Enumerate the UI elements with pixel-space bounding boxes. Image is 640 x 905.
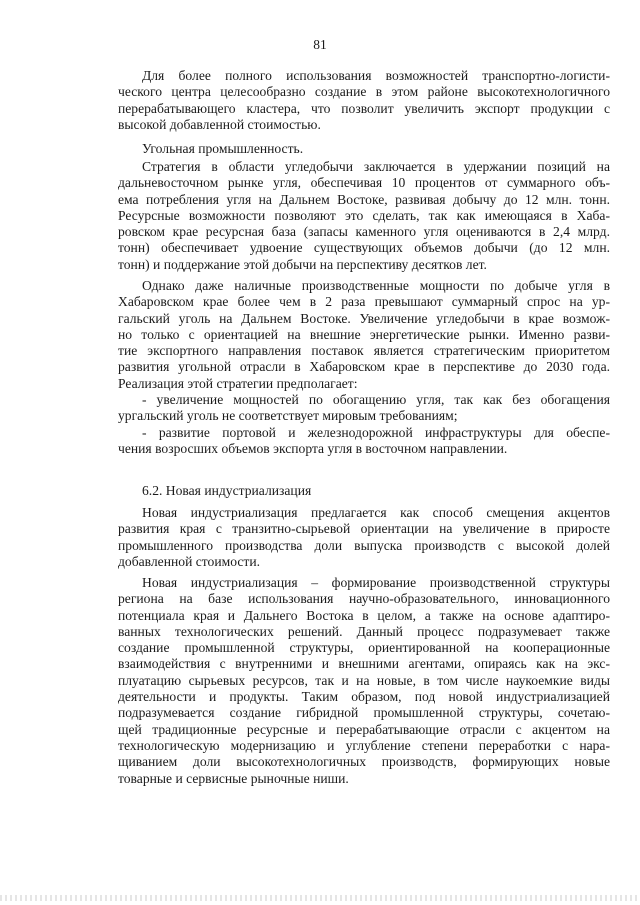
- text-line: потенциала края и Дальнего Востока в целом, а также на основе адаптиро-: [118, 607, 610, 623]
- text-line: щей традиционные ресурсные и перерабатывающие отрасли с акцентом на: [118, 721, 610, 737]
- paragraph-coal-industry-title: [118, 141, 610, 157]
- text-line: Для более полного использования возможностей транспортно-логисти-: [142, 68, 610, 83]
- text-line: взаимодействия с внутренними и внешними агентами, опираясь как на экс-: [118, 656, 610, 672]
- text-line: перерабатывающего кластера, что позволит увеличить экспорт продукции с: [118, 100, 610, 116]
- paragraph-new-industrialization-intro: [118, 505, 610, 570]
- text-line: деятельности и продукты. Таким образом, под новой индустриализацией: [118, 689, 610, 705]
- text-line: ровском крае ресурсная база (запасы каменного угля оцениваются в 2,4 млрд.: [118, 224, 610, 240]
- text-line: щиванием доли высокотехнологичных производств, формирующих новые: [118, 754, 610, 770]
- text-line: дальневосточном рынке угля, обеспечивая 10 процентов от суммарного объ-: [118, 175, 610, 191]
- text-line: технологическую модернизацию и углубление степени переработки с нара-: [118, 737, 610, 753]
- text-line: ческого центра целесообразно создание в этом районе высокотехнологичного: [118, 84, 610, 100]
- text-line: подразумевается создание гибридной промышленной структуры, сочетаю-: [118, 705, 610, 721]
- text-line: развития края с транзитно-сырьевой ориентации на увеличение в приросте: [118, 521, 610, 537]
- text-line: - развитие портовой и железнодорожной инфраструктуры для обеспе-: [142, 424, 610, 440]
- text-line: развития угольной отрасли в Хабаровском крае в перспективе до 2030 года.: [118, 359, 610, 375]
- text-line: Однако даже наличные производственные мощности по добыче угля в: [142, 278, 610, 293]
- paragraph-coal-export: [118, 278, 610, 457]
- paragraph-coal-strategy: [118, 159, 610, 273]
- text-line: Угольная промышленность.: [142, 141, 304, 156]
- text-line: - увеличение мощностей по обогащению угля, так как без обогащения: [142, 392, 610, 408]
- text-line: ургальский уголь не соответствует мировым требованиям;: [118, 408, 458, 424]
- text-line: Хабаровском крае более чем в 2 раза превышают суммарный спрос на ур-: [118, 294, 610, 310]
- text-line: но только с ориентацией на внешние энергетические рынки. Именно разви-: [118, 326, 610, 342]
- text-line: ванных технологических решений. Данный процесс подразумевает также: [118, 623, 610, 639]
- text-line: добавленной стоимости.: [118, 553, 260, 569]
- text-line: тонн) и поддержание этой добычи на перспективу десятков лет.: [118, 256, 487, 272]
- text-line: товарные и сервисные рыночные ниши.: [118, 770, 349, 786]
- paragraph-transport-cluster: [118, 68, 610, 133]
- text-line: Новая индустриализация – формирование производственной структуры: [142, 575, 610, 590]
- text-line: ема потребления угля на Дальнем Востоке, развивая добычу до 12 млн. тонн.: [118, 191, 610, 207]
- page-number: 81: [313, 37, 327, 52]
- text-line: плуатацию сырьевых ресурсов, так и на новые, в том числе наукоемкие виды: [118, 672, 610, 688]
- text-line: чения возросших объемов экспорта угля в восточном направлении.: [118, 440, 508, 456]
- text-line: высокой добавленной стоимостью.: [118, 116, 321, 132]
- section-heading: 6.2. Новая индустриализация: [142, 483, 312, 498]
- text-line: тие экспортного направления поставок является стратегическим приоритетом: [118, 343, 610, 359]
- text-line: Ресурсные возможности позволяют это сделать, так как имеющаяся в Хаба-: [118, 207, 610, 223]
- text-line: гальский уголь на Дальнем Востоке. Увеличение угледобычи в крае возмож-: [118, 310, 610, 326]
- text-line: Новая индустриализация предлагается как способ смещения акцентов: [142, 505, 610, 520]
- text-line: тонн) обеспечивает удвоение существующих объемов добычи (до 12 млн.: [118, 240, 610, 256]
- text-line: региона на базе использования научно-образовательного, инновационного: [118, 591, 610, 607]
- scan-noise-strip: [0, 895, 640, 901]
- text-line: промышленного производства доли выпуска производств с высокой долей: [118, 537, 610, 553]
- paragraph-new-industrialization-definition: [118, 575, 610, 787]
- text-line: создание промышленной структуры, ориентированной на кооперационные: [118, 640, 610, 656]
- text-line: Реализация этой стратегии предполагает:: [118, 375, 358, 391]
- text-line: Стратегия в области угледобычи заключается в удержании позиций на: [142, 159, 610, 174]
